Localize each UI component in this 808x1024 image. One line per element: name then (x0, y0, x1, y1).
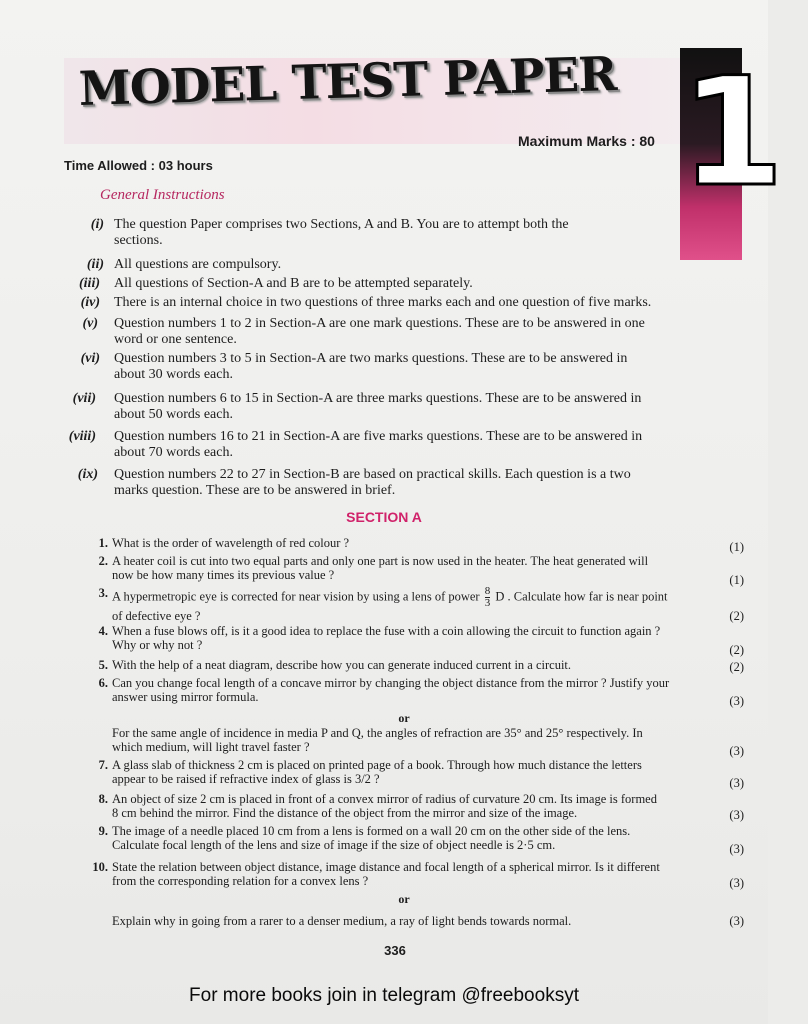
instruction-text: Question numbers 22 to 27 in Section-B are based on practical skills. Each question is a two marks question. These are to be answered in brief. (114, 467, 631, 498)
instruction-text: Question numbers 1 to 2 in Section-A are one mark questions. These are to be answered in one word or one sentence. (114, 316, 645, 347)
question-text: An object of size 2 cm is placed in front of a convex mirror of radius of curvature 20 cm. Its image is formed 8 cm behind the mirror. Find the distance of the object from the mirror and size of the image. (112, 792, 657, 820)
question-number: 6. (98, 676, 108, 690)
question-number: 3. (98, 586, 108, 600)
page-number: 336 (384, 943, 406, 958)
question-marks: (1) (729, 573, 744, 587)
instruction-text: The question Paper comprises two Sections, A and B. You are to attempt both the sections. (114, 217, 569, 248)
or-separator: or (398, 711, 410, 725)
fraction: $\frac{8}{3}$ (484, 585, 491, 609)
question-marks: (2) (729, 609, 744, 623)
question-number: 2. (98, 554, 108, 568)
instruction-number: (v) (82, 316, 98, 331)
page-title: MODEL TEST PAPER (78, 46, 617, 117)
promo-banner: For more books join in telegram @freebooksyt (189, 985, 579, 1006)
question-number: 4. (98, 624, 108, 638)
instruction-text: Question numbers 6 to 15 in Section-A are three marks questions. These are to be answered in about 50 words each. (114, 391, 642, 422)
instruction-number: (ii) (86, 257, 104, 272)
instruction-text: All questions of Section-A and B are to be attempted separately. (114, 276, 473, 291)
section-a-heading: SECTION A (346, 509, 422, 525)
instruction-number: (vi) (80, 351, 100, 366)
general-instructions-title: General Instructions (100, 187, 225, 203)
question-text: The image of a needle placed 10 cm from a lens is formed on a wall 20 cm on the other side of the lens. Calculate focal length of the lens and size of image if the size of object needle is 2·5 cm. (112, 824, 631, 852)
question-marks: (3) (729, 876, 744, 890)
question-number: 7. (98, 758, 108, 772)
instruction-number: (i) (90, 217, 104, 232)
question-marks: (1) (729, 540, 744, 554)
instruction-number: (iii) (79, 276, 100, 291)
question-number: 5. (98, 658, 108, 672)
question-marks: (3) (729, 808, 744, 822)
question-number: 8. (98, 792, 108, 806)
question-marks: (3) (729, 776, 744, 790)
question-text: For the same angle of incidence in media P and Q, the angles of refraction are 35° and 25° respectively. In which medium, will light travel faster ? (112, 726, 643, 754)
time-allowed: Time Allowed : 03 hours (64, 158, 213, 173)
question-text: A heater coil is cut into two equal parts and only one part is now used in the heater. The heat generated will now be how many times its previous value ? (112, 554, 649, 582)
instruction-number: (ix) (77, 467, 98, 482)
question-text: With the help of a neat diagram, describe how you can generate induced current in a circuit. (112, 658, 572, 672)
question-marks: (3) (729, 744, 744, 758)
question-text: Explain why in going from a rarer to a denser medium, a ray of light bends towards normal. (112, 914, 572, 928)
or-separator: or (398, 892, 410, 906)
question-marks: (2) (729, 660, 744, 674)
question-marks: (3) (729, 694, 744, 708)
question-marks: (3) (729, 842, 744, 856)
question-number: 9. (98, 824, 108, 838)
question-text: What is the order of wavelength of red colour ? (112, 536, 350, 550)
question-number: 10. (92, 860, 108, 874)
instruction-number: (iv) (80, 295, 100, 310)
maximum-marks: Maximum Marks : 80 (518, 133, 655, 149)
question-text: A glass slab of thickness 2 cm is placed on printed page of a book. Through how much distance the letters appear to be raised if refractive index of glass is 3/2 ? (112, 758, 642, 786)
instruction-number: (viii) (68, 429, 96, 444)
instruction-text: There is an internal choice in two questions of three marks each and one question of five marks. (114, 295, 652, 310)
instruction-text: All questions are compulsory. (114, 257, 282, 272)
question-marks: (2) (729, 643, 744, 657)
question-marks: (3) (729, 914, 744, 928)
question-text: A hypermetropic eye is corrected for near vision by using a lens of power $\frac{8}{3}$ D . Calculate how far is near point of defective eye ? (112, 585, 668, 623)
question-text: State the relation between object distance, image distance and focal length of a spherical mirror. Is it different from the corresponding relation for a convex lens ? (112, 860, 660, 888)
instruction-text: Question numbers 16 to 21 in Section-A are five marks questions. These are to be answered in about 70 words each. (114, 429, 643, 460)
question-text: Can you change focal length of a concave mirror by changing the object distance from the mirror ? Justify your answer using mirror formula. (112, 676, 670, 704)
instruction-text: Question numbers 3 to 5 in Section-A are two marks questions. These are to be answered in about 30 words each. (114, 351, 628, 382)
instruction-number: (vii) (72, 391, 96, 406)
question-number: 1. (98, 536, 108, 550)
question-text: When a fuse blows off, is it a good idea to replace the fuse with a coin allowing the circuit to function again ? Why or why not ? (112, 624, 661, 652)
chapter-number: 1 (680, 46, 785, 220)
